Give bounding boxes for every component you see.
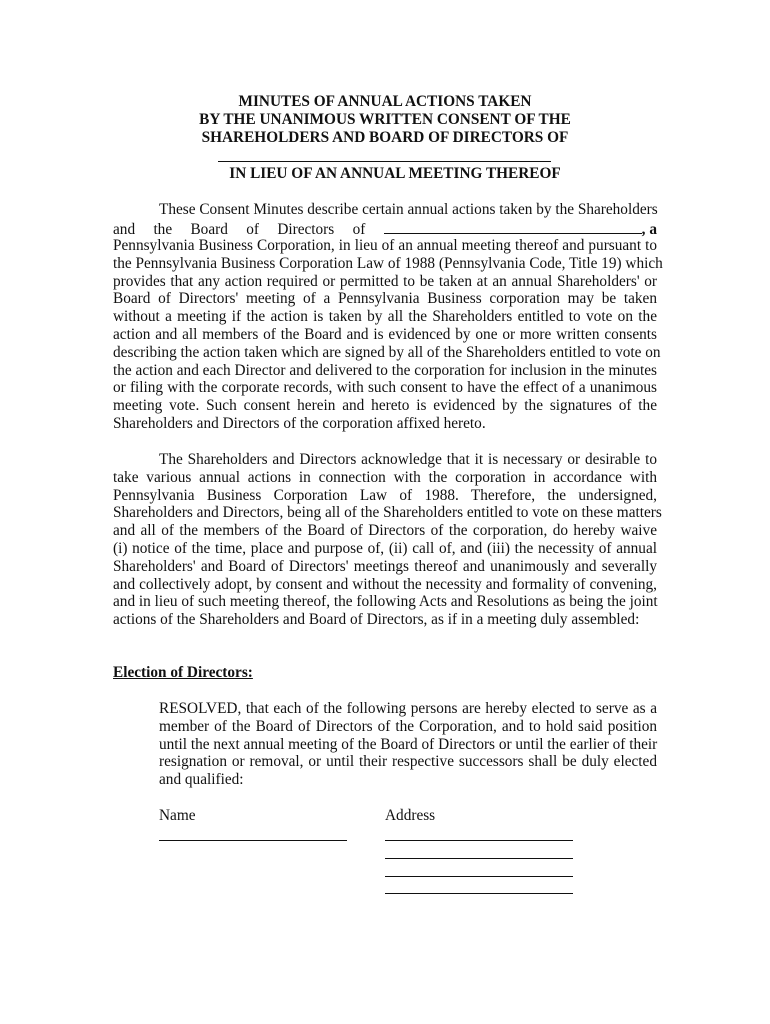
paragraph-line: member of the Board of Directors of the Corporation, and to hold said position (159, 717, 657, 735)
paragraph-line: the action and each Director and delivered to the corporation for inclusion in the minutes (113, 361, 657, 379)
election-heading: Election of Directors: (113, 664, 253, 681)
paragraph-line: meeting vote. Such consent herein and hereto is evidenced by the signatures of the (113, 397, 657, 415)
word: Directors (277, 221, 335, 238)
paragraph1-line-with-blank (113, 219, 657, 237)
word: of (246, 221, 259, 238)
line-suffix: , a (641, 221, 657, 238)
paragraph-line: or filing with the corporate records, with such consent to have the effect of a unanimous (113, 379, 657, 397)
paragraph-line: and all of the members of the Board of Directors of the corporation, do hereby waive (113, 522, 657, 540)
paragraph-line: provides that any action required or permitted to be taken at an annual Shareholders' or (113, 272, 657, 290)
word: Board (190, 221, 228, 238)
title-line-2: BY THE UNANIMOUS WRITTEN CONSENT OF THE (199, 111, 571, 128)
paragraph-line: and collectively adopt, by consent and without the necessity and formality of convening, (113, 575, 657, 593)
address-blank-2[interactable] (385, 858, 573, 859)
paragraph-line: Board of Directors' meeting of a Pennsylvania Business corporation may be taken (113, 290, 657, 308)
paragraph-line: Shareholders and Directors of the corporation affixed hereto. (113, 415, 486, 432)
paragraph-line: Shareholders and Directors, being all of the Shareholders entitled to vote on these matters (113, 504, 662, 522)
paragraph-line: describing the action taken which are signed by all of the Shareholders entitled to vote on (113, 343, 661, 361)
address-blank-1[interactable] (385, 840, 573, 841)
word: the (153, 221, 173, 238)
paragraph-line: action and all members of the Board and is evidenced by one or more written consents (113, 326, 657, 343)
paragraph-line: without a meeting if the action is taken by all the Shareholders entitled to vote on the (113, 308, 657, 326)
paragraph-line: RESOLVED, that each of the following persons are hereby elected to serve as a (159, 700, 657, 717)
address-blank-3[interactable] (385, 876, 573, 877)
paragraph-line: until the next annual meeting of the Board of Directors or until the earlier of their (159, 735, 658, 753)
title-line-1: MINUTES OF ANNUAL ACTIONS TAKEN (238, 93, 532, 110)
word: of (352, 221, 366, 238)
name-blank[interactable] (159, 840, 347, 841)
title-line-3: SHAREHOLDERS AND BOARD OF DIRECTORS OF (201, 129, 569, 146)
paragraph1-line: These Consent Minutes describe certain annual actions taken by the Shareholders (159, 201, 658, 218)
paragraph-line: (i) notice of the time, place and purpose of, (ii) call of, and (iii) the necessity of annual (113, 540, 657, 557)
paragraph-line: and qualified: (159, 771, 244, 789)
paragraph-line: and in lieu of such meeting thereof, the following Acts and Resolutions as being the joint (113, 593, 658, 611)
title-subtitle: IN LIEU OF AN ANNUAL MEETING THEREOF (229, 165, 561, 182)
paragraph-line: take various annual actions in connection with the corporation in accordance with (113, 468, 657, 486)
corporation-name-blank[interactable] (384, 219, 642, 234)
paragraph-line: actions of the Shareholders and Board of Directors, as if in a meeting duly assembled: (113, 611, 640, 629)
word: and (113, 221, 136, 238)
paragraph-line: resignation or removal, or until their respective successors shall be duly elected (159, 753, 657, 771)
company-name-blank[interactable] (218, 161, 551, 162)
address-blank-4[interactable] (385, 893, 573, 894)
paragraph-line: Pennsylvania Business Corporation Law of 1988. Therefore, the undersigned, (113, 486, 657, 504)
paragraph-line: Pennsylvania Business Corporation, in lieu of an annual meeting thereof and pursuant to (113, 237, 657, 254)
paragraph-line: the Pennsylvania Business Corporation Law of 1988 (Pennsylvania Code, Title 19) which (113, 254, 663, 272)
address-label: Address (385, 807, 436, 824)
paragraph-line: Shareholders' and Board of Directors' meetings thereof and unanimously and severally (113, 557, 657, 575)
paragraph-line: The Shareholders and Directors acknowledge that it is necessary or desirable to (159, 451, 657, 468)
name-label: Name (159, 807, 196, 824)
